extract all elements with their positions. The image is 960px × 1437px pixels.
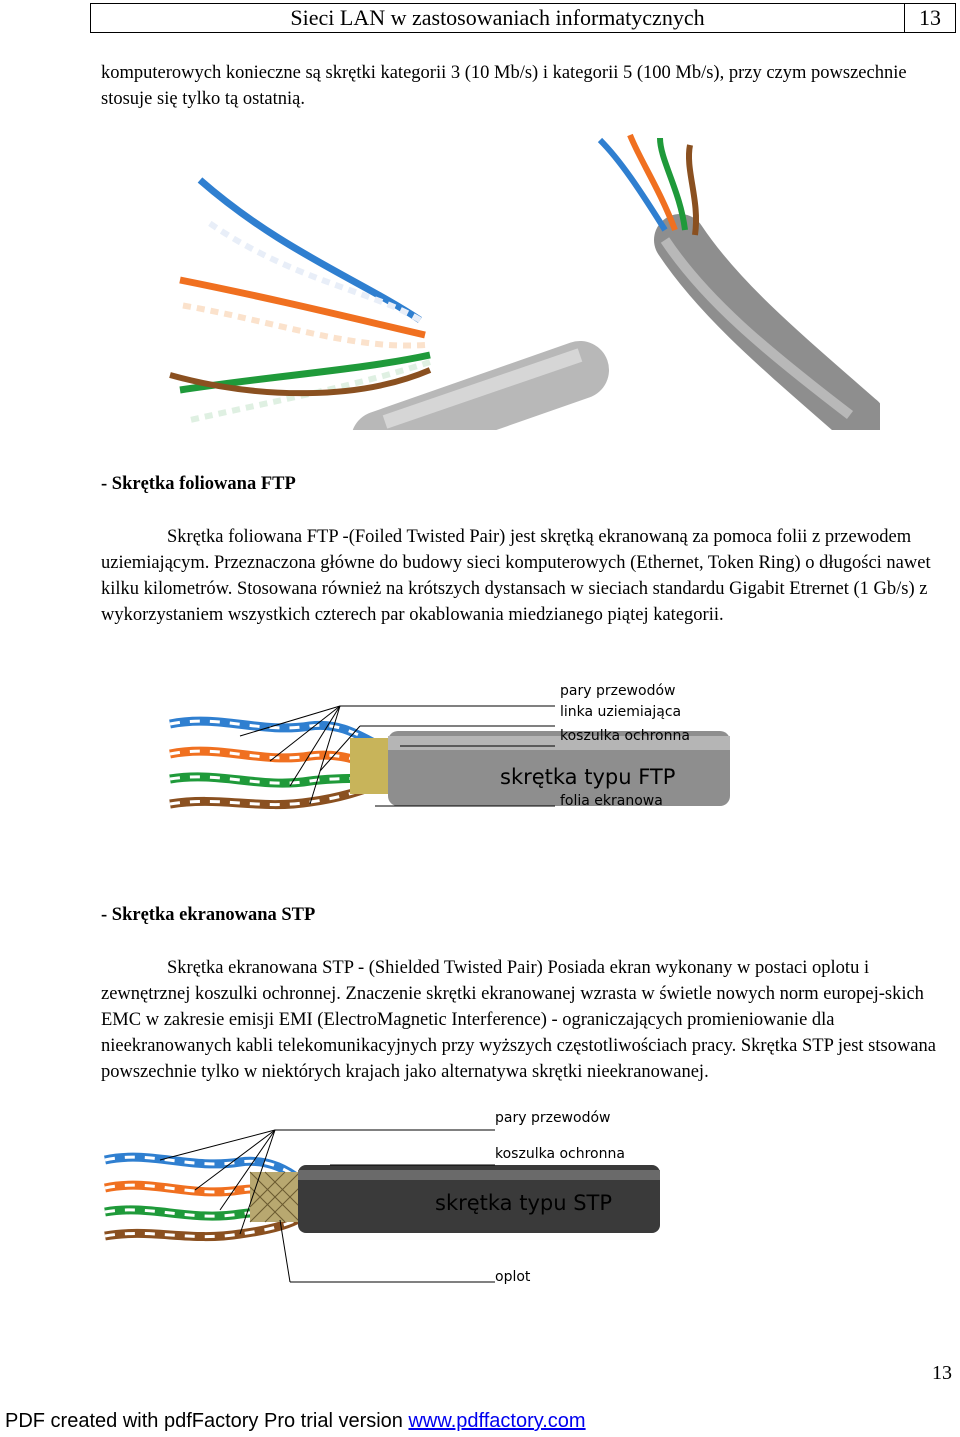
ftp-diagram	[160, 676, 730, 821]
ftp-label-ground-wire: linka uziemiająca	[560, 704, 682, 720]
stp-label-pairs: pary przewodów	[495, 1110, 611, 1126]
header-page-number: 13	[919, 5, 941, 30]
utp-right-cable	[600, 135, 860, 420]
intro-paragraph: komputerowych konieczne są skrętki kategorii 3 (10 Mb/s) i kategorii 5 (100 Mb/s), przy czym powszechnie stosuje się tylko tą ostatnią.	[101, 63, 907, 109]
footer-text: PDF created with pdfFactory Pro trial version	[5, 1410, 409, 1432]
stp-label-braid: oplot	[495, 1269, 531, 1285]
footer-link[interactable]: www.pdffactory.com	[408, 1410, 586, 1432]
ftp-label-jacket: koszulka ochronna	[560, 728, 690, 744]
pdf-footer	[5, 1410, 586, 1433]
ftp-label-pairs: pary przewodów	[560, 683, 676, 699]
utp-cable-photo	[160, 130, 880, 430]
stp-title: skrętka typu STP	[435, 1191, 613, 1215]
stp-heading: - Skrętka ekranowana STP	[101, 905, 316, 925]
page-number: 13	[932, 1362, 952, 1384]
ftp-heading: - Skrętka foliowana FTP	[101, 474, 296, 494]
ftp-paragraph: Skrętka foliowana FTP -(Foiled Twisted Pair) jest skrętką ekranowaną za pomoca folii z przewodem uziemiającym. Przeznaczona główne do budowy sieci komputerowych (Ethernet, Token Ring) o długości nawet kilku kilometrów. Stosowana również na krótszych dystansach w sieciach standardu Gigabit Etrernet (1 Gb/s) z wykorzystaniem wszystkich czterech par okablowania miedzianego piątej kategorii.	[101, 527, 931, 625]
page-header	[90, 3, 956, 33]
ftp-label-foil: folia ekranowa	[560, 793, 663, 809]
ftp-title: skrętka typu FTP	[500, 765, 676, 789]
stp-diagram	[100, 1110, 660, 1300]
ftp-foil	[350, 738, 390, 794]
header-title: Sieci LAN w zastosowaniach informatycznych	[91, 4, 905, 32]
stp-label-jacket: koszulka ochronna	[495, 1146, 625, 1162]
stp-paragraph: Skrętka ekranowana STP - (Shielded Twisted Pair) Posiada ekran wykonany w postaci oplotu i zewnętrznej koszulki ochronnej. Znaczenie skrętki ekranowanej wzrasta w świetle nowych norm europej-skich EMC w zakresie emisji EMI (ElectroMagnetic Interference) - ograniczających promieniowanie dla nieekranowanych kabli telekomunikacyjnych przy wyższych częstotliwościach pracy. Skrętka STP jest stsowana powszechnie tylko w niektórych krajach jako alternatywa skrętki nieekranowanej.	[101, 958, 936, 1082]
utp-left-cable	[170, 180, 580, 430]
